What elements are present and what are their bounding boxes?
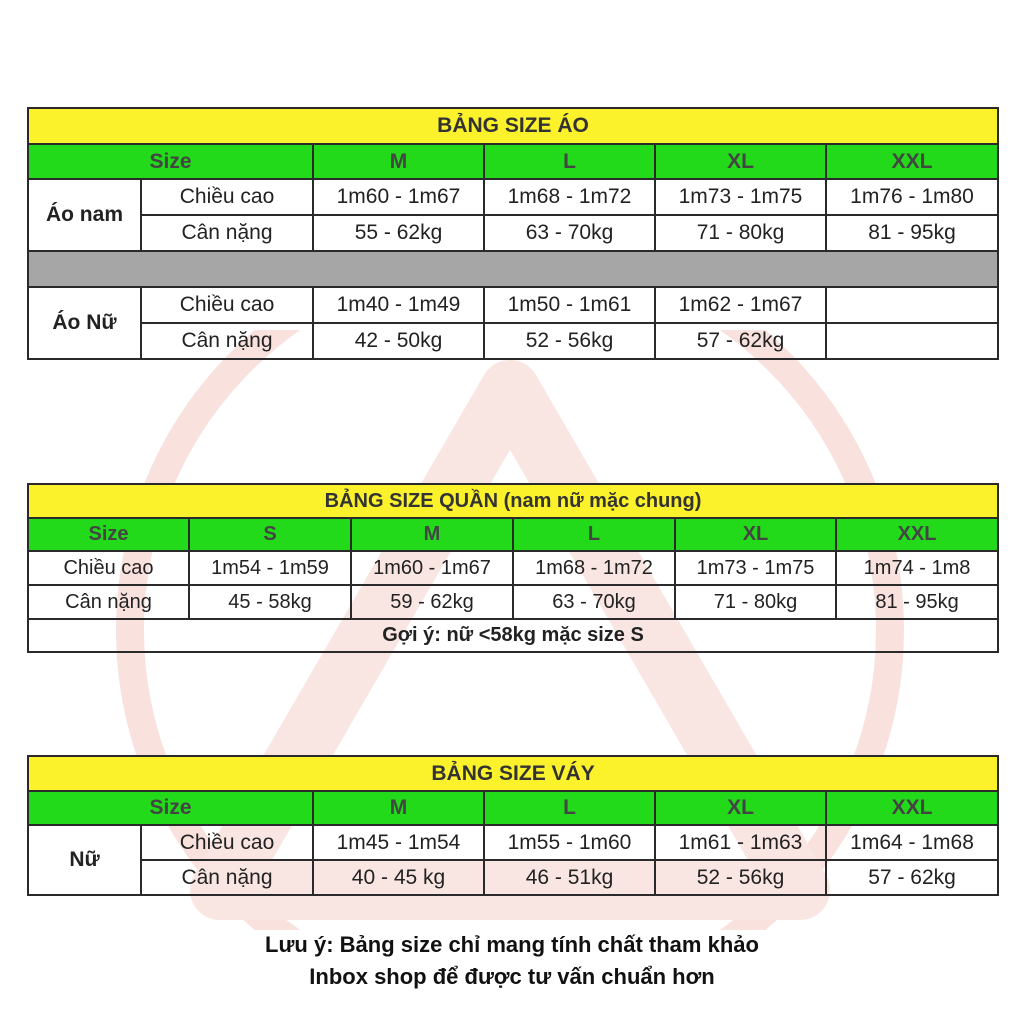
table-row (28, 551, 998, 585)
size-header-cell: XXL (826, 144, 998, 179)
row-label: Chiều cao (141, 179, 313, 215)
table-cell: 1m68 - 1m72 (484, 179, 655, 215)
table-row (28, 585, 998, 619)
size-header-cell: M (313, 791, 484, 825)
footer-contact-note: Inbox shop để được tư vấn chuẩn hơn (309, 964, 715, 989)
row-label: Cân nặng (141, 323, 313, 359)
row-label: Chiều cao (141, 825, 313, 860)
table-cell: 1m73 - 1m75 (655, 179, 826, 215)
size-header-cell: L (484, 791, 655, 825)
table-row (28, 215, 998, 251)
table-cell: 1m55 - 1m60 (484, 825, 655, 860)
table-cell: 1m74 - 1m8 (836, 551, 998, 585)
table-row (28, 323, 998, 359)
row-label: Cân nặng (141, 860, 313, 895)
table-cell: 1m68 - 1m72 (513, 551, 675, 585)
separator-row (28, 251, 998, 287)
size-header-label: Size (28, 791, 313, 825)
table-cell: 1m54 - 1m59 (189, 551, 351, 585)
table-row (28, 860, 998, 895)
size-header-cell: S (189, 518, 351, 551)
shirt-size-table (27, 107, 999, 360)
table-cell: 42 - 50kg (313, 323, 484, 359)
size-header-cell: XL (655, 791, 826, 825)
table-row (28, 179, 998, 215)
row-label: Chiều cao (28, 551, 189, 585)
pants-size-table (27, 483, 999, 653)
row-label: Cân nặng (141, 215, 313, 251)
table-cell: 1m60 - 1m67 (313, 179, 484, 215)
table-cell: 71 - 80kg (655, 215, 826, 251)
table-title: BẢNG SIZE VÁY (28, 756, 998, 791)
table-cell: 81 - 95kg (826, 215, 998, 251)
table-cell: 1m61 - 1m63 (655, 825, 826, 860)
skirt-size-table (27, 755, 999, 896)
size-header-cell: M (351, 518, 513, 551)
table-cell: 81 - 95kg (836, 585, 998, 619)
table-cell: 46 - 51kg (484, 860, 655, 895)
table-cell: 57 - 62kg (826, 860, 998, 895)
table-cell: 52 - 56kg (655, 860, 826, 895)
table-cell: 52 - 56kg (484, 323, 655, 359)
table-cell: 55 - 62kg (313, 215, 484, 251)
table-cell: 71 - 80kg (675, 585, 836, 619)
group-label: Áo nam (28, 179, 141, 251)
table-cell: 1m60 - 1m67 (351, 551, 513, 585)
table-cell: 1m76 - 1m80 (826, 179, 998, 215)
table-row (28, 825, 998, 860)
table-title: BẢNG SIZE ÁO (28, 108, 998, 144)
size-header-cell: XXL (826, 791, 998, 825)
table-row (28, 287, 998, 323)
table-cell: 63 - 70kg (513, 585, 675, 619)
table-cell: 63 - 70kg (484, 215, 655, 251)
size-header-cell: M (313, 144, 484, 179)
table-cell: 59 - 62kg (351, 585, 513, 619)
table-cell (826, 323, 998, 359)
table-title: BẢNG SIZE QUẦN (nam nữ mặc chung) (28, 484, 998, 518)
group-label: Áo Nữ (28, 287, 141, 359)
table-cell: 1m73 - 1m75 (675, 551, 836, 585)
table-cell (826, 287, 998, 323)
size-header-cell: XL (675, 518, 836, 551)
row-label: Chiều cao (141, 287, 313, 323)
size-header-label: Size (28, 518, 189, 551)
size-header-label: Size (28, 144, 313, 179)
table-cell: 1m50 - 1m61 (484, 287, 655, 323)
size-header-cell: L (484, 144, 655, 179)
row-label: Cân nặng (28, 585, 189, 619)
size-header-cell: L (513, 518, 675, 551)
size-tip-note: Gợi ý: nữ <58kg mặc size S (28, 619, 998, 652)
footer-disclaimer: Lưu ý: Bảng size chỉ mang tính chất tham khảo (265, 932, 759, 957)
size-header-cell: XL (655, 144, 826, 179)
group-label: Nữ (28, 825, 141, 895)
table-cell: 40 - 45 kg (313, 860, 484, 895)
table-cell: 57 - 62kg (655, 323, 826, 359)
table-cell: 1m64 - 1m68 (826, 825, 998, 860)
table-cell: 45 - 58kg (189, 585, 351, 619)
table-cell: 1m40 - 1m49 (313, 287, 484, 323)
table-cell: 1m45 - 1m54 (313, 825, 484, 860)
table-cell: 1m62 - 1m67 (655, 287, 826, 323)
size-header-cell: XXL (836, 518, 998, 551)
